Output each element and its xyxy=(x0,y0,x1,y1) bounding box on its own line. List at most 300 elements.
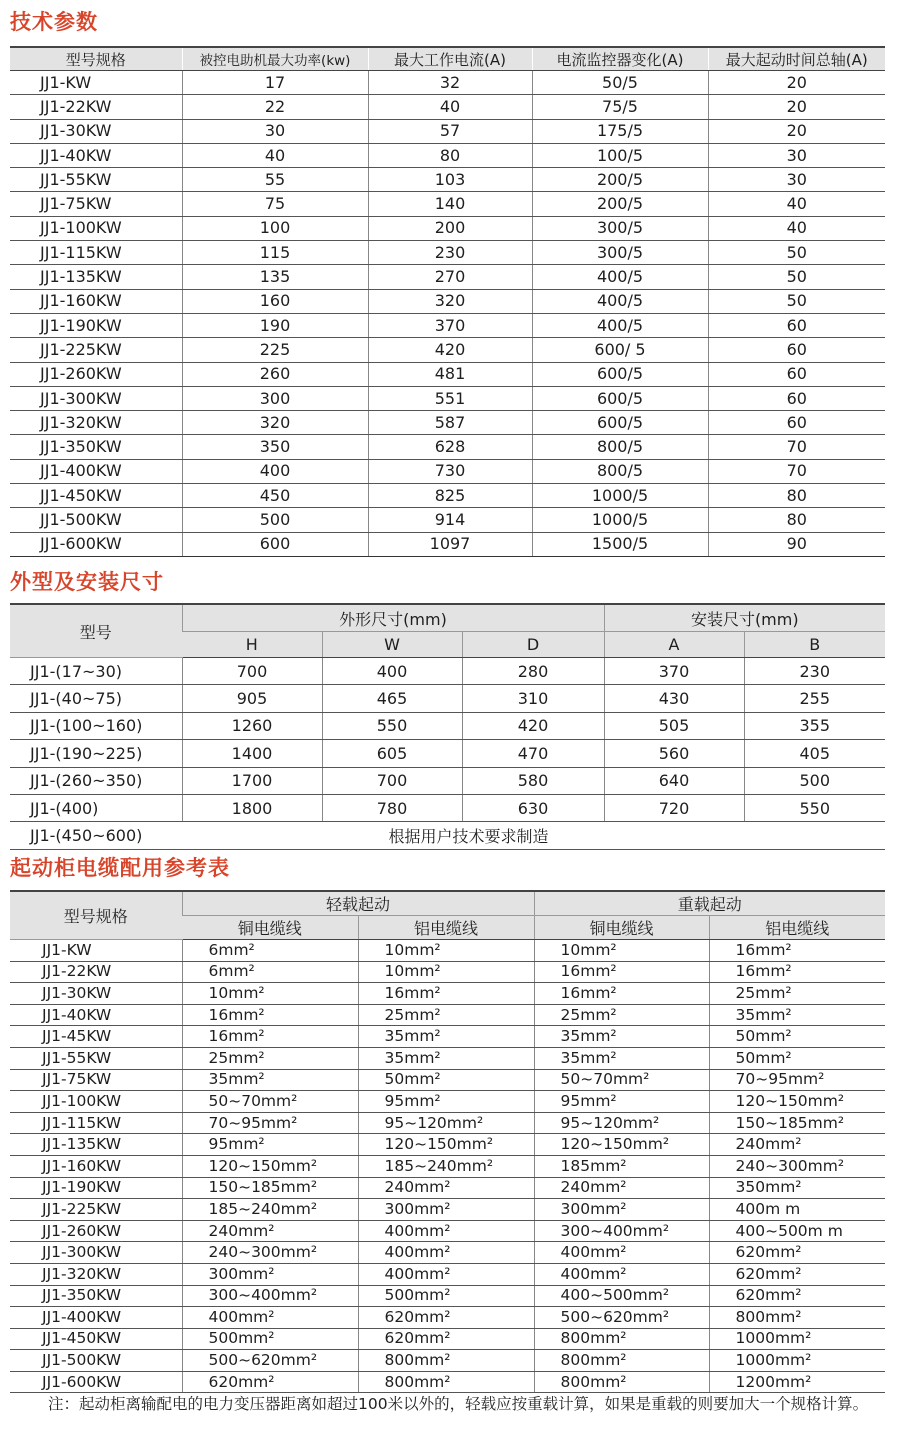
value-cell: 628 xyxy=(368,435,532,459)
value-cell: 600/5 xyxy=(532,411,708,435)
value-cell: 50mm² xyxy=(709,1026,885,1048)
table-row xyxy=(10,1307,885,1329)
table-row xyxy=(10,767,885,794)
sub-header: 铝电缆线 xyxy=(358,916,534,940)
value-cell: 800mm² xyxy=(534,1350,709,1372)
value-cell: 300 xyxy=(182,386,368,410)
table-row xyxy=(10,794,885,821)
value-cell: 30 xyxy=(708,143,885,167)
model-cell: JJ1-500KW xyxy=(10,1350,182,1372)
value-cell: 600/ 5 xyxy=(532,338,708,362)
value-cell: 620mm² xyxy=(182,1371,358,1393)
value-cell: 1200mm² xyxy=(709,1371,885,1393)
value-cell: 800mm² xyxy=(709,1307,885,1329)
value-cell: 185~240mm² xyxy=(358,1155,534,1177)
value-cell: 620mm² xyxy=(358,1307,534,1329)
model-cell: JJ1-75KW xyxy=(10,1069,182,1091)
value-cell: 1500/5 xyxy=(532,532,708,556)
value-cell: 240mm² xyxy=(709,1134,885,1156)
value-cell: 100 xyxy=(182,216,368,240)
value-cell: 700 xyxy=(322,767,462,794)
tech-params-header-row xyxy=(10,47,885,71)
value-cell: 70~95mm² xyxy=(709,1069,885,1091)
value-cell: 20 xyxy=(708,95,885,119)
value-cell: 800mm² xyxy=(358,1371,534,1393)
model-cell: JJ1-260KW xyxy=(10,362,182,386)
value-cell: 600 xyxy=(182,532,368,556)
value-cell: 260 xyxy=(182,362,368,386)
group-header-install-size: 安装尺寸(mm) xyxy=(604,604,885,632)
value-cell: 200/5 xyxy=(532,168,708,192)
value-cell: 1800 xyxy=(182,794,322,821)
value-cell: 400/5 xyxy=(532,313,708,337)
table-row xyxy=(10,289,885,313)
value-cell: 80 xyxy=(708,508,885,532)
table-row xyxy=(10,313,885,337)
column-header: 被控电助机最大功率(kw) xyxy=(182,47,368,71)
model-cell: JJ1-KW xyxy=(10,940,182,962)
value-cell: 350 xyxy=(182,435,368,459)
value-cell: 16mm² xyxy=(358,983,534,1005)
value-cell: 115 xyxy=(182,241,368,265)
model-cell: JJ1-135KW xyxy=(10,1134,182,1156)
group-header-heavy-load: 重载起动 xyxy=(534,891,885,916)
sub-header: A xyxy=(604,632,744,658)
value-cell: 500 xyxy=(744,767,885,794)
table-row xyxy=(10,1134,885,1156)
value-cell: 95mm² xyxy=(182,1134,358,1156)
table-row xyxy=(10,95,885,119)
value-cell: 1400 xyxy=(182,740,322,767)
group-header-light-load: 轻载起动 xyxy=(182,891,534,916)
table-row xyxy=(10,1026,885,1048)
value-cell: 300mm² xyxy=(534,1199,709,1221)
value-cell: 70~95mm² xyxy=(182,1112,358,1134)
table-row xyxy=(10,119,885,143)
table-row xyxy=(10,961,885,983)
table-row xyxy=(10,822,885,849)
column-header: 电流监控器变化(A) xyxy=(532,47,708,71)
value-cell: 160 xyxy=(182,289,368,313)
model-cell: JJ1-350KW xyxy=(10,1285,182,1307)
table-row xyxy=(10,484,885,508)
model-cell: JJ1-225KW xyxy=(10,1199,182,1221)
value-cell: 32 xyxy=(368,71,532,95)
value-cell: 300mm² xyxy=(358,1199,534,1221)
table-row xyxy=(10,508,885,532)
sub-header: H xyxy=(182,632,322,658)
model-cell: JJ1-(450~600) xyxy=(10,822,182,849)
value-cell: 40 xyxy=(368,95,532,119)
table-row xyxy=(10,459,885,483)
value-cell: 620mm² xyxy=(358,1328,534,1350)
table-row xyxy=(10,1242,885,1264)
model-cell: JJ1-600KW xyxy=(10,532,182,556)
value-cell: 620mm² xyxy=(709,1285,885,1307)
value-cell: 16mm² xyxy=(534,961,709,983)
model-cell: JJ1-KW xyxy=(10,71,182,95)
value-cell: 95~120mm² xyxy=(358,1112,534,1134)
model-cell: JJ1-400KW xyxy=(10,1307,182,1329)
table-row xyxy=(10,71,885,95)
value-cell: 35mm² xyxy=(358,1026,534,1048)
value-cell: 500 xyxy=(182,508,368,532)
value-cell: 50~70mm² xyxy=(182,1091,358,1113)
value-cell: 55 xyxy=(182,168,368,192)
value-cell: 400 xyxy=(322,658,462,685)
value-cell: 280 xyxy=(462,658,604,685)
value-cell: 605 xyxy=(322,740,462,767)
model-cell: JJ1-300KW xyxy=(10,1242,182,1264)
value-cell: 120~150mm² xyxy=(358,1134,534,1156)
value-cell: 17 xyxy=(182,71,368,95)
table-row xyxy=(10,940,885,962)
model-cell: JJ1-30KW xyxy=(10,119,182,143)
value-cell: 400m m xyxy=(709,1199,885,1221)
value-cell: 450 xyxy=(182,484,368,508)
sub-header: W xyxy=(322,632,462,658)
model-cell: JJ1-190KW xyxy=(10,1177,182,1199)
value-cell: 10mm² xyxy=(534,940,709,962)
value-cell: 16mm² xyxy=(709,961,885,983)
value-cell: 50 xyxy=(708,265,885,289)
value-cell: 500~620mm² xyxy=(182,1350,358,1372)
value-cell: 400mm² xyxy=(358,1242,534,1264)
column-header: 最大起动时间总轴(A) xyxy=(708,47,885,71)
table-row xyxy=(10,1155,885,1177)
value-cell: 300~400mm² xyxy=(182,1285,358,1307)
model-cell: JJ1-135KW xyxy=(10,265,182,289)
table-row xyxy=(10,192,885,216)
model-cell: JJ1-75KW xyxy=(10,192,182,216)
value-cell: 400mm² xyxy=(358,1220,534,1242)
value-cell: 10mm² xyxy=(358,961,534,983)
value-cell: 800mm² xyxy=(358,1350,534,1372)
value-cell: 505 xyxy=(604,712,744,739)
model-cell: JJ1-(100~160) xyxy=(10,712,182,739)
value-cell: 200 xyxy=(368,216,532,240)
section-title-cable-reference: 起动柜电缆配用参考表 xyxy=(10,856,230,880)
model-cell: JJ1-500KW xyxy=(10,508,182,532)
value-cell: 240mm² xyxy=(358,1177,534,1199)
value-cell: 25mm² xyxy=(182,1047,358,1069)
value-cell: 40 xyxy=(708,216,885,240)
table-row xyxy=(10,1285,885,1307)
value-cell: 320 xyxy=(182,411,368,435)
value-cell: 481 xyxy=(368,362,532,386)
model-cell: JJ1-450KW xyxy=(10,484,182,508)
table-row xyxy=(10,1177,885,1199)
value-cell: 100/5 xyxy=(532,143,708,167)
model-cell: JJ1-115KW xyxy=(10,1112,182,1134)
sub-header: 铝电缆线 xyxy=(709,916,885,940)
value-cell: 400mm² xyxy=(534,1242,709,1264)
model-cell: JJ1-350KW xyxy=(10,435,182,459)
value-cell: 6mm² xyxy=(182,940,358,962)
value-cell: 587 xyxy=(368,411,532,435)
value-cell: 95mm² xyxy=(358,1091,534,1113)
value-cell: 20 xyxy=(708,71,885,95)
value-cell: 400/5 xyxy=(532,289,708,313)
value-cell: 90 xyxy=(708,532,885,556)
model-cell: JJ1-320KW xyxy=(10,411,182,435)
value-cell: 1000/5 xyxy=(532,508,708,532)
value-cell: 30 xyxy=(708,168,885,192)
value-cell: 140 xyxy=(368,192,532,216)
custom-manufacture-note: 根据用户技术要求制造 xyxy=(182,822,885,849)
table-row xyxy=(10,411,885,435)
value-cell: 270 xyxy=(368,265,532,289)
value-cell: 400~500mm² xyxy=(534,1285,709,1307)
table-row xyxy=(10,386,885,410)
value-cell: 240~300mm² xyxy=(709,1155,885,1177)
value-cell: 300/5 xyxy=(532,241,708,265)
value-cell: 75 xyxy=(182,192,368,216)
model-cell: JJ1-400KW xyxy=(10,459,182,483)
value-cell: 400mm² xyxy=(358,1263,534,1285)
value-cell: 255 xyxy=(744,685,885,712)
table-row xyxy=(10,1112,885,1134)
model-cell: JJ1-22KW xyxy=(10,95,182,119)
value-cell: 240mm² xyxy=(182,1220,358,1242)
model-cell: JJ1-300KW xyxy=(10,386,182,410)
table-row xyxy=(10,143,885,167)
value-cell: 700 xyxy=(182,658,322,685)
value-cell: 1260 xyxy=(182,712,322,739)
value-cell: 780 xyxy=(322,794,462,821)
model-cell: JJ1-40KW xyxy=(10,1004,182,1026)
value-cell: 400mm² xyxy=(534,1263,709,1285)
column-header: 型号规格 xyxy=(10,47,182,71)
table-row xyxy=(10,241,885,265)
value-cell: 825 xyxy=(368,484,532,508)
value-cell: 95mm² xyxy=(534,1091,709,1113)
value-cell: 57 xyxy=(368,119,532,143)
value-cell: 551 xyxy=(368,386,532,410)
sub-header: 铜电缆线 xyxy=(534,916,709,940)
value-cell: 230 xyxy=(744,658,885,685)
value-cell: 35mm² xyxy=(534,1047,709,1069)
group-header-outer-size: 外形尺寸(mm) xyxy=(182,604,604,632)
value-cell: 370 xyxy=(604,658,744,685)
value-cell: 16mm² xyxy=(182,1026,358,1048)
value-cell: 50mm² xyxy=(358,1069,534,1091)
value-cell: 400/5 xyxy=(532,265,708,289)
table-row xyxy=(10,435,885,459)
value-cell: 50mm² xyxy=(709,1047,885,1069)
model-cell: JJ1-115KW xyxy=(10,241,182,265)
value-cell: 30 xyxy=(182,119,368,143)
value-cell: 355 xyxy=(744,712,885,739)
value-cell: 230 xyxy=(368,241,532,265)
model-cell: JJ1-100KW xyxy=(10,216,182,240)
value-cell: 1000mm² xyxy=(709,1328,885,1350)
section-title-dimensions: 外型及安装尺寸 xyxy=(10,570,164,594)
value-cell: 16mm² xyxy=(534,983,709,1005)
table-row xyxy=(10,216,885,240)
value-cell: 35mm² xyxy=(358,1047,534,1069)
value-cell: 185mm² xyxy=(534,1155,709,1177)
table-row xyxy=(10,1220,885,1242)
value-cell: 300/5 xyxy=(532,216,708,240)
value-cell: 1700 xyxy=(182,767,322,794)
value-cell: 80 xyxy=(368,143,532,167)
model-cell: JJ1-600KW xyxy=(10,1371,182,1393)
value-cell: 60 xyxy=(708,313,885,337)
value-cell: 120~150mm² xyxy=(534,1134,709,1156)
value-cell: 240~300mm² xyxy=(182,1242,358,1264)
sub-header: 铜电缆线 xyxy=(182,916,358,940)
value-cell: 800/5 xyxy=(532,435,708,459)
value-cell: 22 xyxy=(182,95,368,119)
value-cell: 35mm² xyxy=(534,1026,709,1048)
value-cell: 300~400mm² xyxy=(534,1220,709,1242)
model-cell: JJ1-100KW xyxy=(10,1091,182,1113)
value-cell: 400mm² xyxy=(182,1307,358,1329)
value-cell: 400~500m m xyxy=(709,1220,885,1242)
value-cell: 35mm² xyxy=(709,1004,885,1026)
value-cell: 400 xyxy=(182,459,368,483)
model-cell: JJ1-40KW xyxy=(10,143,182,167)
table-row xyxy=(10,658,885,685)
model-cell: JJ1-(190~225) xyxy=(10,740,182,767)
value-cell: 60 xyxy=(708,362,885,386)
value-cell: 800/5 xyxy=(532,459,708,483)
value-cell: 720 xyxy=(604,794,744,821)
table-row xyxy=(10,1091,885,1113)
value-cell: 120~150mm² xyxy=(182,1155,358,1177)
value-cell: 6mm² xyxy=(182,961,358,983)
column-header-model: 型号 xyxy=(10,604,182,658)
value-cell: 240mm² xyxy=(534,1177,709,1199)
value-cell: 80 xyxy=(708,484,885,508)
table-row xyxy=(10,1350,885,1372)
value-cell: 560 xyxy=(604,740,744,767)
value-cell: 1000mm² xyxy=(709,1350,885,1372)
table-row xyxy=(10,1263,885,1285)
value-cell: 500~620mm² xyxy=(534,1307,709,1329)
value-cell: 75/5 xyxy=(532,95,708,119)
tech-params-table xyxy=(10,46,885,557)
value-cell: 600/5 xyxy=(532,362,708,386)
model-cell: JJ1-45KW xyxy=(10,1026,182,1048)
value-cell: 60 xyxy=(708,338,885,362)
value-cell: 40 xyxy=(182,143,368,167)
value-cell: 620mm² xyxy=(709,1263,885,1285)
model-cell: JJ1-190KW xyxy=(10,313,182,337)
value-cell: 16mm² xyxy=(182,1004,358,1026)
value-cell: 120~150mm² xyxy=(709,1091,885,1113)
table-row xyxy=(10,1069,885,1091)
model-cell: JJ1-(40~75) xyxy=(10,685,182,712)
value-cell: 190 xyxy=(182,313,368,337)
table-row xyxy=(10,338,885,362)
value-cell: 1097 xyxy=(368,532,532,556)
value-cell: 70 xyxy=(708,435,885,459)
value-cell: 175/5 xyxy=(532,119,708,143)
value-cell: 630 xyxy=(462,794,604,821)
value-cell: 310 xyxy=(462,685,604,712)
model-cell: JJ1-320KW xyxy=(10,1263,182,1285)
model-cell: JJ1-55KW xyxy=(10,1047,182,1069)
table-row xyxy=(10,532,885,556)
value-cell: 800mm² xyxy=(534,1371,709,1393)
model-cell: JJ1-225KW xyxy=(10,338,182,362)
value-cell: 600/5 xyxy=(532,386,708,410)
value-cell: 420 xyxy=(462,712,604,739)
value-cell: 70 xyxy=(708,459,885,483)
model-cell: JJ1-260KW xyxy=(10,1220,182,1242)
value-cell: 350mm² xyxy=(709,1177,885,1199)
value-cell: 150~185mm² xyxy=(182,1177,358,1199)
table-row xyxy=(10,362,885,386)
cable-reference-table xyxy=(10,890,885,1393)
model-cell: JJ1-(260~350) xyxy=(10,767,182,794)
value-cell: 580 xyxy=(462,767,604,794)
model-cell: JJ1-160KW xyxy=(10,289,182,313)
table-row xyxy=(10,1199,885,1221)
value-cell: 465 xyxy=(322,685,462,712)
model-cell: JJ1-160KW xyxy=(10,1155,182,1177)
value-cell: 905 xyxy=(182,685,322,712)
value-cell: 800mm² xyxy=(534,1328,709,1350)
model-cell: JJ1-30KW xyxy=(10,983,182,1005)
table-row xyxy=(10,685,885,712)
value-cell: 640 xyxy=(604,767,744,794)
table-row xyxy=(10,1047,885,1069)
section-title-tech-params: 技术参数 xyxy=(10,10,98,34)
value-cell: 10mm² xyxy=(358,940,534,962)
value-cell: 50 xyxy=(708,289,885,313)
value-cell: 25mm² xyxy=(534,1004,709,1026)
table-row xyxy=(10,740,885,767)
value-cell: 25mm² xyxy=(358,1004,534,1026)
sub-header: D xyxy=(462,632,604,658)
dimensions-table xyxy=(10,603,885,850)
table-row xyxy=(10,1004,885,1026)
value-cell: 370 xyxy=(368,313,532,337)
value-cell: 470 xyxy=(462,740,604,767)
value-cell: 10mm² xyxy=(182,983,358,1005)
sub-header: B xyxy=(744,632,885,658)
value-cell: 50/5 xyxy=(532,71,708,95)
value-cell: 914 xyxy=(368,508,532,532)
value-cell: 20 xyxy=(708,119,885,143)
column-header-model: 型号规格 xyxy=(10,891,182,940)
value-cell: 60 xyxy=(708,386,885,410)
value-cell: 60 xyxy=(708,411,885,435)
value-cell: 16mm² xyxy=(709,940,885,962)
value-cell: 200/5 xyxy=(532,192,708,216)
value-cell: 40 xyxy=(708,192,885,216)
table-row xyxy=(10,168,885,192)
table-row xyxy=(10,265,885,289)
model-cell: JJ1-22KW xyxy=(10,961,182,983)
value-cell: 150~185mm² xyxy=(709,1112,885,1134)
value-cell: 50 xyxy=(708,241,885,265)
value-cell: 500mm² xyxy=(182,1328,358,1350)
value-cell: 620mm² xyxy=(709,1242,885,1264)
value-cell: 500mm² xyxy=(358,1285,534,1307)
value-cell: 300mm² xyxy=(182,1263,358,1285)
table-row xyxy=(10,1328,885,1350)
model-cell: JJ1-450KW xyxy=(10,1328,182,1350)
table-row xyxy=(10,983,885,1005)
value-cell: 730 xyxy=(368,459,532,483)
column-header: 最大工作电流(A) xyxy=(368,47,532,71)
value-cell: 225 xyxy=(182,338,368,362)
value-cell: 35mm² xyxy=(182,1069,358,1091)
